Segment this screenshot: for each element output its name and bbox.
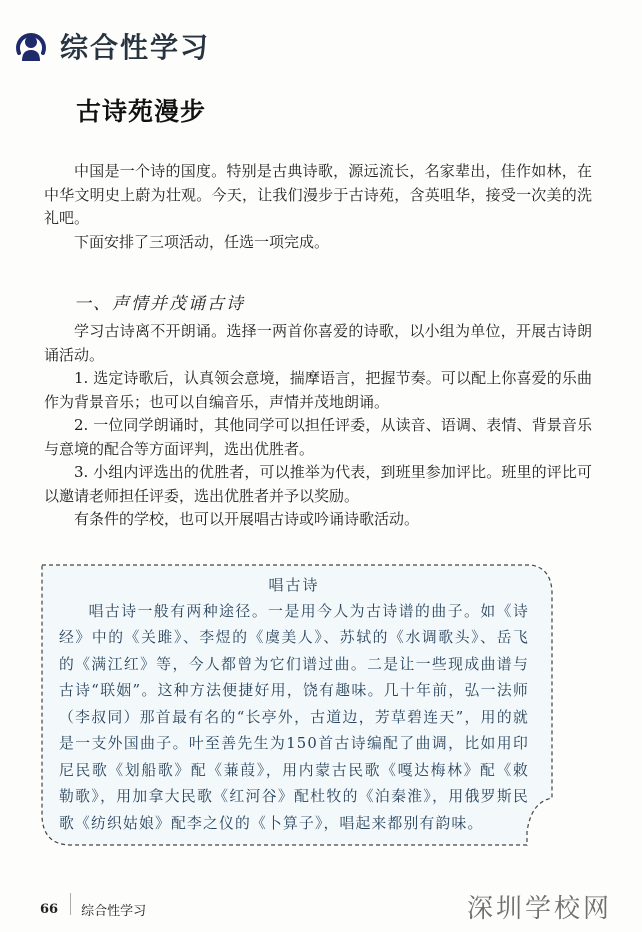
sidebar-content	[59, 572, 529, 837]
intro-paragraph: 中国是一个诗的国度。特别是古典诗歌，源远流长，名家辈出，佳作如林，在中华文明史上蔚为壮观。今天，让我们漫步于古诗苑，含英咀华，接受一次美的洗礼吧。	[44, 162, 592, 227]
intro-paragraph: 下面安排了三项活动，任选一项完成。	[74, 232, 330, 251]
unit-title: 综合性学习	[60, 31, 211, 64]
section-heading: 一、声情并茂诵古诗	[74, 294, 245, 314]
sidebar-title: 唱古诗	[268, 576, 320, 594]
section-paragraph: 学习古诗离不开朗诵。选择一两首你喜爱的诗歌，以小组为单位，开展古诗朗诵活动。	[44, 322, 592, 364]
footer-label: 综合性学习	[81, 904, 147, 919]
section-step-2: 2. 一位同学朗诵时，其他同学可以担任评委，从读音、语调、表情、背景音乐与意境的配合等方面评判，选出优胜者。	[44, 416, 592, 458]
lesson-title: 古诗苑漫步	[76, 97, 207, 126]
page-number: 66	[40, 902, 59, 917]
sidebar-box	[41, 564, 553, 846]
unit-header	[14, 26, 210, 66]
section-note: 有条件的学校，也可以开展唱古诗或吟诵诗歌活动。	[74, 510, 420, 528]
section-step-3: 3. 小组内评选出的优胜者，可以推举为代表，到班里参加评比。班里的评比可以邀请老师担任评委，选出优胜者并予以奖励。	[44, 463, 592, 505]
footer-divider	[70, 893, 71, 915]
person-circle-icon	[14, 29, 48, 63]
intro-section	[44, 160, 592, 254]
section-body	[44, 320, 592, 532]
page-footer	[40, 900, 146, 919]
section-step-1: 1. 选定诗歌后，认真领会意境，揣摩语言，把握节奏。可以配上你喜爱的乐曲作为背景音乐；也可以自编音乐，声情并茂地朗诵。	[44, 369, 592, 411]
sidebar-text: 唱古诗一般有两种途径。一是用今人为古诗谱的曲子。如《诗经》中的《关雎》、李煜的《虞美人》、苏轼的《水调歌头》、岳飞的《满江红》等，今人都曾为它们谱过曲。二是让一些现成曲谱与古诗“联姻”。这种方法便捷好用，饶有趣味。几十年前，弘一法师（李叔同）那首最有名的“长亭外，古道边，芳草碧连天”，用的就是一支外国曲子。叶至善先生为150首古诗编配了曲调，比如用印尼民歌《划船歌》配《蒹葭》，用内蒙古民歌《嘎达梅林》配《敕勒歌》，用加拿大民歌《红河谷》配杜牧的《泊秦淮》，用俄罗斯民歌《纺织姑娘》配李之仪的《卜算子》，唱起来都别有韵味。	[59, 602, 529, 832]
watermark: 深圳学校网	[466, 894, 612, 924]
